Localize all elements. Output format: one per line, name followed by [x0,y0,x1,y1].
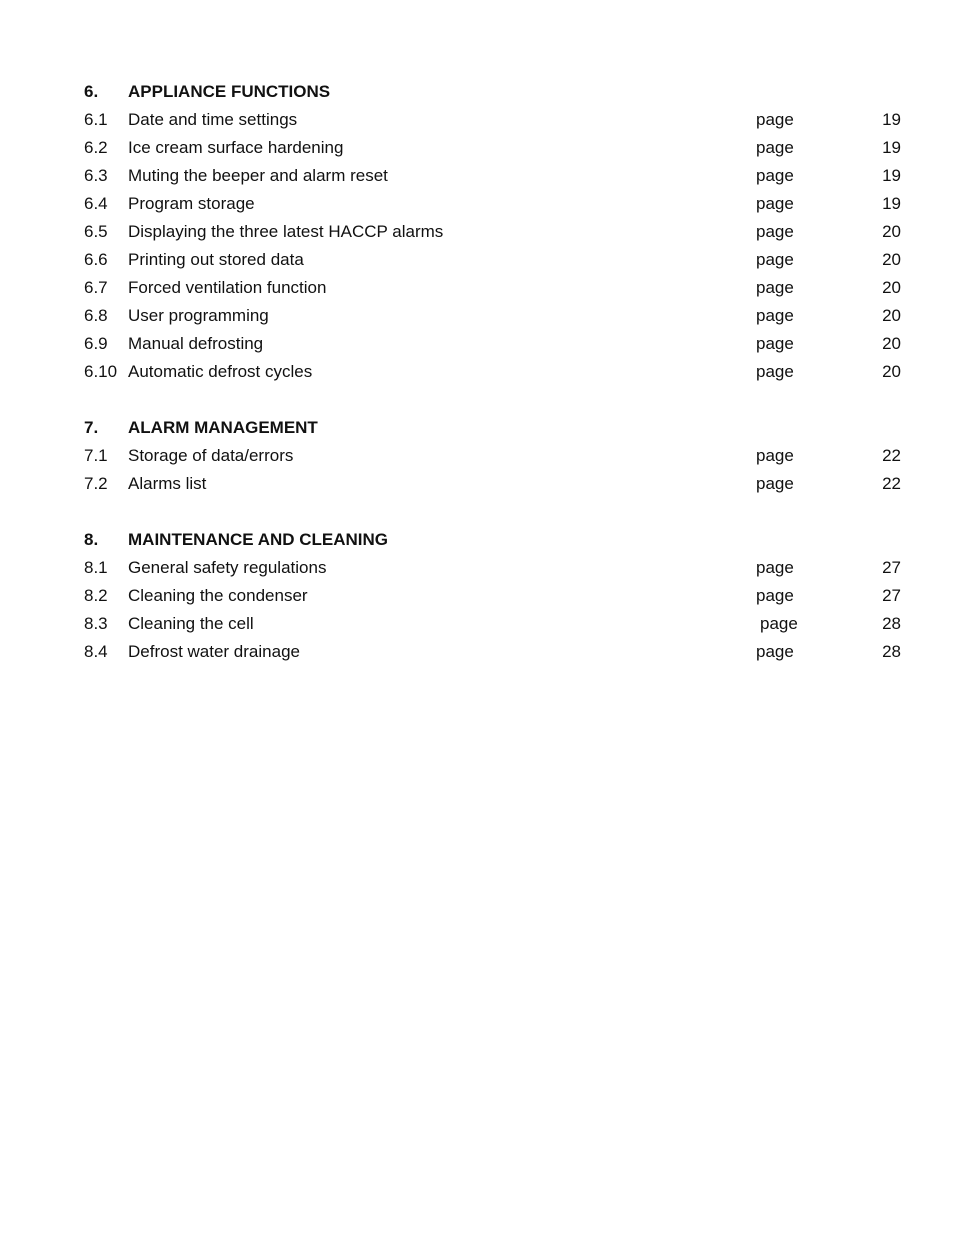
entry-page-label: page [756,642,794,661]
entry-title: Displaying the three latest HACCP alarms [128,222,444,241]
entry-number: 6.5 [84,222,108,241]
toc-entry[interactable] [84,582,904,610]
toc-entry[interactable] [84,246,904,274]
entry-page-label: page [756,138,794,157]
section-number: 8. [84,530,99,549]
section-title: APPLIANCE FUNCTIONS [128,82,331,101]
toc-entry[interactable] [84,330,904,358]
entry-page-label: page [756,278,794,297]
toc-entry[interactable] [84,638,904,666]
entry-title: Date and time settings [128,110,298,129]
entry-page-number: 19 [882,138,901,157]
entry-title: Storage of data/errors [128,446,294,465]
entry-title: Automatic defrost cycles [128,362,313,381]
entry-number: 8.3 [84,614,108,633]
entry-page-label: page [756,110,794,129]
entry-number: 8.1 [84,558,108,577]
entry-title: General safety regulations [128,558,327,577]
entry-page-label: page [756,446,794,465]
entry-page-number: 20 [882,250,901,269]
toc-entry[interactable] [84,106,904,134]
entry-page-label: page [756,474,794,493]
entry-title: Cleaning the cell [128,614,254,633]
section-number: 6. [84,82,99,101]
toc-entry[interactable] [84,274,904,302]
entry-page-number: 20 [882,222,901,241]
entry-page-number: 22 [882,474,901,493]
entry-number: 6.2 [84,138,108,157]
entry-page-label: page [756,334,794,353]
entry-page-label: page [756,306,794,325]
toc-entry[interactable] [84,162,904,190]
entry-number: 6.10 [84,362,118,381]
entry-title: Program storage [128,194,255,213]
toc-entry[interactable] [84,218,904,246]
entry-page-number: 22 [882,446,901,465]
entry-title: Ice cream surface hardening [128,138,344,157]
section-number: 7. [84,418,99,437]
section-title: MAINTENANCE AND CLEANING [128,530,389,549]
section-heading [84,78,904,106]
entry-title: Muting the beeper and alarm reset [128,166,388,185]
section-heading [84,526,904,554]
entry-page-label: page [756,250,794,269]
toc-entry[interactable] [84,442,904,470]
entry-number: 7.1 [84,446,108,465]
entry-page-number: 28 [882,642,901,661]
toc-entry[interactable] [84,610,904,638]
entry-page-number: 28 [882,614,901,633]
toc-entry[interactable] [84,358,904,386]
entry-number: 6.4 [84,194,108,213]
entry-number: 6.9 [84,334,108,353]
entry-page-label: page [756,362,794,381]
table-of-contents [84,78,904,694]
entry-page-label: page [760,614,798,633]
entry-number: 6.8 [84,306,108,325]
toc-section-maintenance-and-cleaning [84,526,904,666]
entry-page-number: 19 [882,110,901,129]
section-title: ALARM MANAGEMENT [128,418,318,437]
entry-page-number: 27 [882,586,901,605]
entry-page-label: page [756,586,794,605]
entry-page-number: 20 [882,278,901,297]
entry-page-number: 20 [882,362,901,381]
entry-page-label: page [756,558,794,577]
entry-number: 8.2 [84,586,108,605]
entry-title: User programming [128,306,269,325]
entry-page-label: page [756,166,794,185]
entry-title: Alarms list [128,474,207,493]
entry-number: 6.6 [84,250,108,269]
entry-title: Printing out stored data [128,250,304,269]
entry-number: 6.3 [84,166,108,185]
entry-title: Defrost water drainage [128,642,300,661]
entry-number: 6.1 [84,110,108,129]
entry-title: Manual defrosting [128,334,264,353]
toc-section-alarm-management [84,414,904,498]
toc-entry[interactable] [84,554,904,582]
entry-page-number: 27 [882,558,901,577]
section-heading [84,414,904,442]
toc-entry[interactable] [84,470,904,498]
entry-number: 7.2 [84,474,108,493]
entry-page-number: 19 [882,166,901,185]
entry-number: 8.4 [84,642,108,661]
entry-title: Cleaning the condenser [128,586,308,605]
entry-page-number: 19 [882,194,901,213]
toc-section-appliance-functions [84,78,904,386]
entry-page-number: 20 [882,334,901,353]
entry-page-label: page [756,222,794,241]
entry-page-label: page [756,194,794,213]
toc-entry[interactable] [84,190,904,218]
toc-entry[interactable] [84,302,904,330]
entry-number: 6.7 [84,278,108,297]
entry-title: Forced ventilation function [128,278,327,297]
toc-entry[interactable] [84,134,904,162]
entry-page-number: 20 [882,306,901,325]
